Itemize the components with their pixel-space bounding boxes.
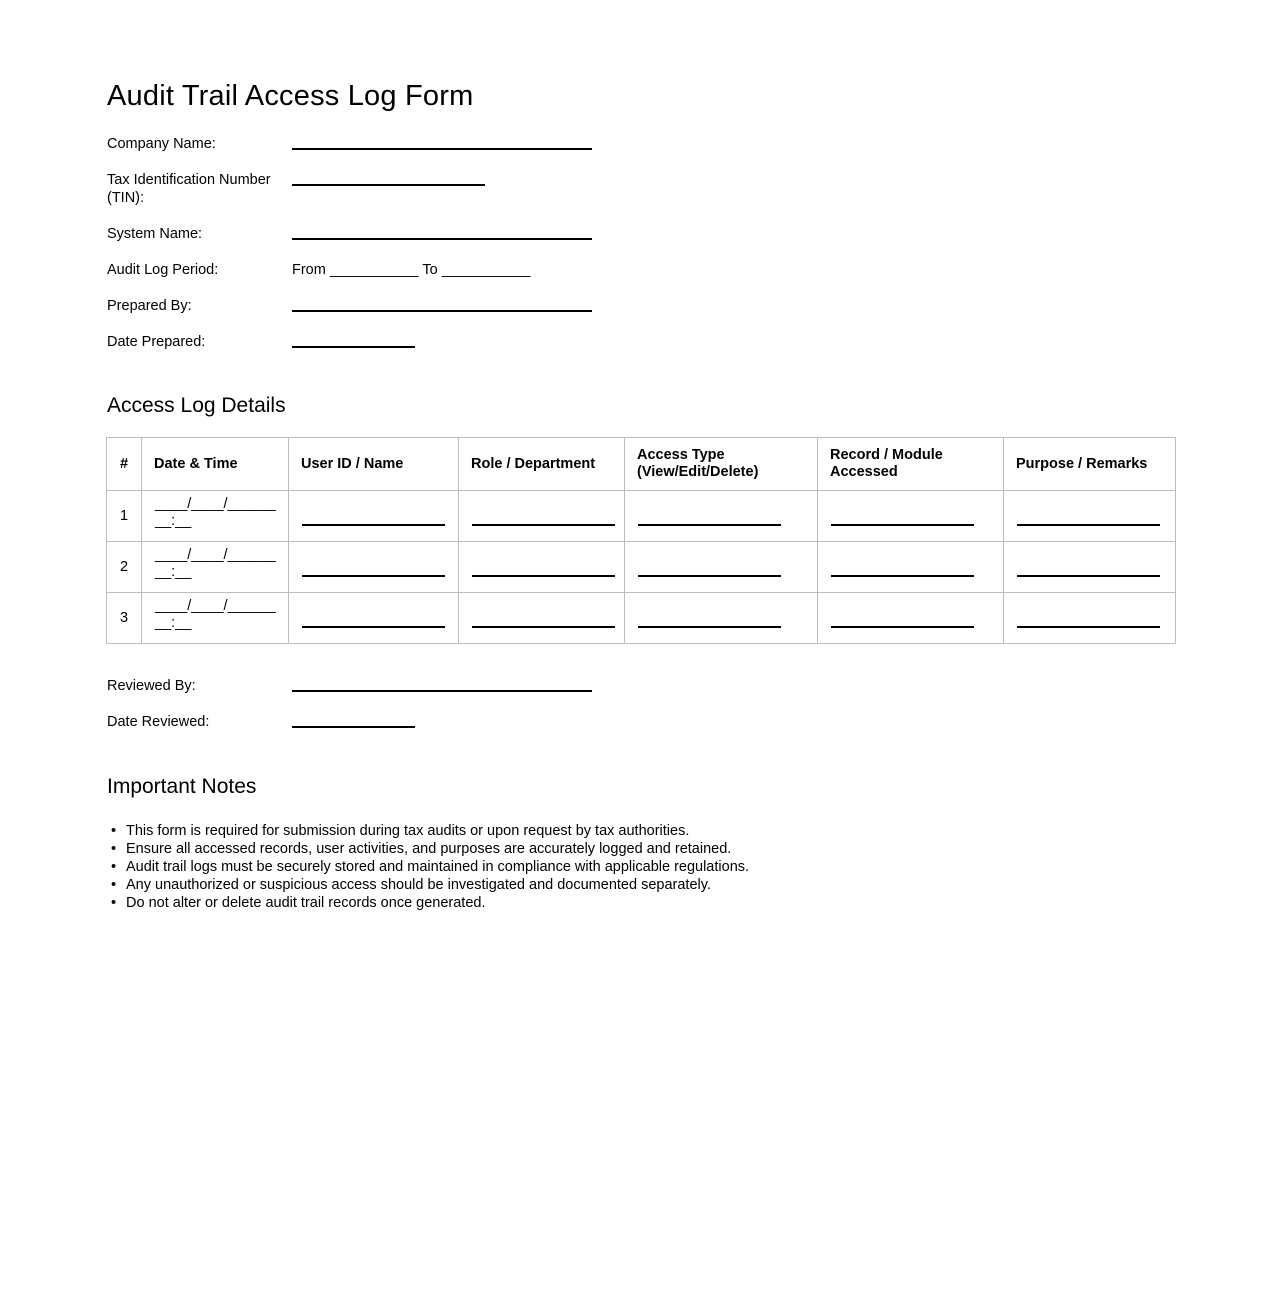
row-number: 2 (107, 542, 142, 593)
field-date-prepared (107, 333, 1278, 351)
record-module-cell[interactable] (818, 593, 1004, 644)
access-type-cell[interactable] (625, 593, 818, 644)
user-id-input-line[interactable] (302, 575, 445, 577)
reviewed-by-label: Reviewed By: (107, 678, 196, 694)
system-name-input-line[interactable] (292, 225, 592, 240)
date-time-cell[interactable]: ____/____/______ __:__ (142, 542, 289, 593)
date-reviewed-label: Date Reviewed: (107, 714, 210, 730)
reviewed-by-input-line[interactable] (292, 677, 592, 692)
purpose-remarks-cell[interactable] (1004, 593, 1176, 644)
note-item: • This form is required for submission during tax audits or upon request by tax authorities. (107, 822, 1278, 840)
prepared-by-label: Prepared By: (107, 298, 192, 314)
table-row (107, 542, 1176, 593)
period-to-label: To (422, 262, 438, 278)
record-module-input-line[interactable] (831, 575, 974, 577)
col-header-record-module: Record / Module Accessed (818, 438, 1004, 491)
date-time-cell[interactable]: ____/____/______ __:__ (142, 593, 289, 644)
date-prepared-input-line[interactable] (292, 333, 415, 348)
record-module-cell[interactable] (818, 491, 1004, 542)
section-important-notes: Important Notes (107, 775, 257, 798)
prepared-by-input-line[interactable] (292, 297, 592, 312)
user-id-cell[interactable] (289, 593, 459, 644)
role-department-input-line[interactable] (472, 626, 615, 628)
audit-log-period-value (292, 261, 530, 279)
purpose-remarks-cell[interactable] (1004, 542, 1176, 593)
col-header-purpose-remarks: Purpose / Remarks (1004, 438, 1176, 491)
purpose-remarks-cell[interactable] (1004, 491, 1176, 542)
col-header-date-time: Date & Time (142, 438, 289, 491)
access-type-input-line[interactable] (638, 575, 781, 577)
col-header-role-department: Role / Department (459, 438, 625, 491)
field-date-reviewed (107, 713, 1278, 731)
company-name-label: Company Name: (107, 136, 216, 152)
record-module-input-line[interactable] (831, 626, 974, 628)
role-department-input-line[interactable] (472, 524, 615, 526)
purpose-remarks-input-line[interactable] (1017, 524, 1160, 526)
review-fields (107, 677, 1278, 731)
access-type-cell[interactable] (625, 542, 818, 593)
page-title: Audit Trail Access Log Form (107, 80, 474, 112)
period-from-input-line[interactable]: ___________ (329, 262, 419, 278)
header-fields (107, 135, 1278, 351)
company-name-input-line[interactable] (292, 135, 592, 150)
note-item: • Audit trail logs must be securely stored and maintained in compliance with applicable regulations. (107, 858, 1278, 876)
table-row (107, 593, 1176, 644)
purpose-remarks-input-line[interactable] (1017, 626, 1160, 628)
note-item: • Do not alter or delete audit trail records once generated. (107, 894, 1278, 912)
access-log-table (106, 437, 1176, 644)
role-department-input-line[interactable] (472, 575, 615, 577)
field-system-name (107, 225, 1278, 243)
user-id-cell[interactable] (289, 491, 459, 542)
row-number: 3 (107, 593, 142, 644)
record-module-cell[interactable] (818, 542, 1004, 593)
col-header-number: # (107, 438, 142, 491)
field-prepared-by (107, 297, 1278, 315)
user-id-input-line[interactable] (302, 524, 445, 526)
note-item: • Any unauthorized or suspicious access should be investigated and documented separately. (107, 876, 1278, 894)
field-company-name (107, 135, 1278, 153)
audit-log-period-label: Audit Log Period: (107, 262, 219, 278)
tin-input-line[interactable] (292, 171, 485, 186)
note-item: • Ensure all accessed records, user activities, and purposes are accurately logged and retained. (107, 840, 1278, 858)
table-row (107, 491, 1176, 542)
user-id-cell[interactable] (289, 542, 459, 593)
period-to-input-line[interactable]: ___________ (441, 262, 531, 278)
field-audit-log-period (107, 261, 1278, 279)
access-type-input-line[interactable] (638, 626, 781, 628)
record-module-input-line[interactable] (831, 524, 974, 526)
tin-label: Tax Identification Number (TIN): (107, 172, 271, 206)
access-type-cell[interactable] (625, 491, 818, 542)
role-department-cell[interactable] (459, 593, 625, 644)
period-from-label: From (292, 262, 326, 278)
role-department-cell[interactable] (459, 542, 625, 593)
field-tin (107, 171, 1278, 207)
date-reviewed-input-line[interactable] (292, 713, 415, 728)
row-number: 1 (107, 491, 142, 542)
date-prepared-label: Date Prepared: (107, 334, 206, 350)
col-header-user-id-name: User ID / Name (289, 438, 459, 491)
field-reviewed-by (107, 677, 1278, 695)
table-header-row (107, 438, 1176, 491)
date-time-cell[interactable]: ____/____/______ __:__ (142, 491, 289, 542)
section-access-log-details: Access Log Details (107, 394, 286, 417)
purpose-remarks-input-line[interactable] (1017, 575, 1160, 577)
user-id-input-line[interactable] (302, 626, 445, 628)
important-notes-list (107, 822, 1278, 912)
col-header-access-type: Access Type (View/Edit/Delete) (625, 438, 818, 491)
access-type-input-line[interactable] (638, 524, 781, 526)
system-name-label: System Name: (107, 226, 203, 242)
role-department-cell[interactable] (459, 491, 625, 542)
